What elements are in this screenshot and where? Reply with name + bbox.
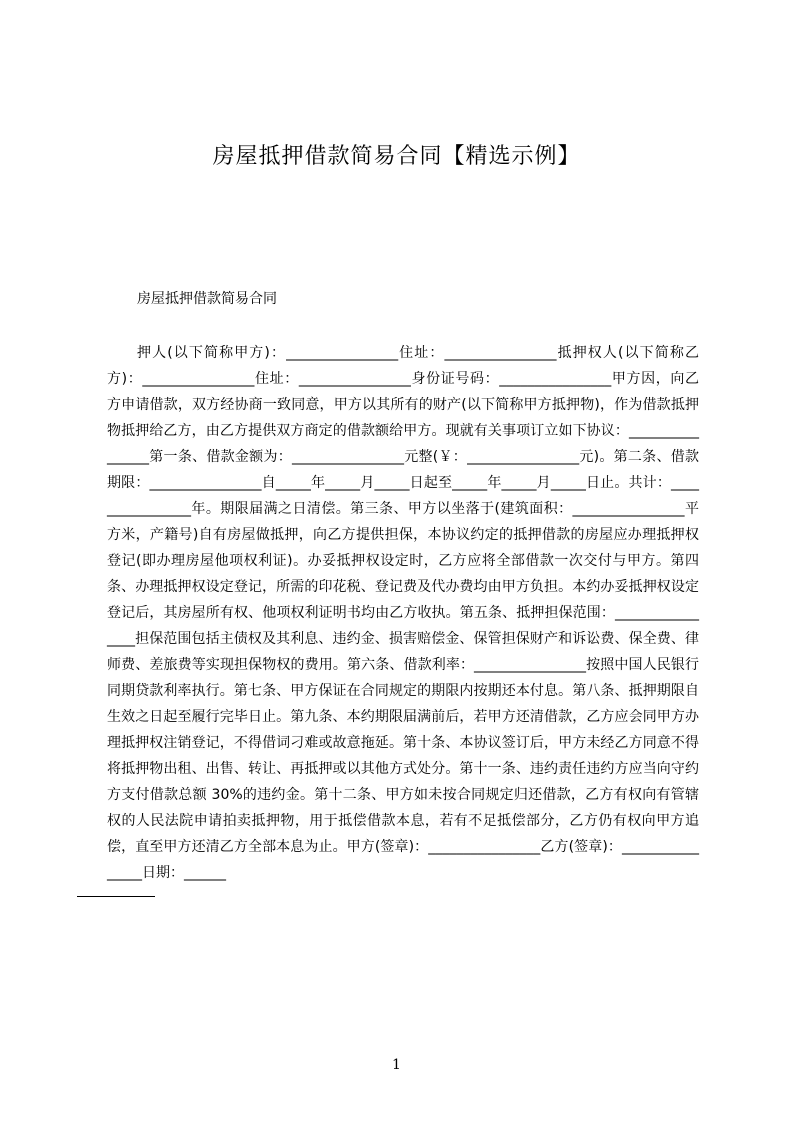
contract-body-text: 押人(以下简称甲方)：________________住址：________________抵押权人(以下简称乙方)：________________住址：________________身份证号码：________________甲方因，向乙方申请借款，双方经协商一致同意，甲方以其所有的财产(以下简称甲方抵押物)，作为借款抵押物抵押给乙方，由乙方提供双方商定的借款额给甲方。现就有关事项订立如下协议：________________第一条、借款金额为：________________元整(￥：________________元)。第二条、借款期限：________________自_____年_____月_____日起至_____年_____月_____日止。共计：________________年。期限届满之日清偿。第三条、甲方以坐落于(建筑面积：________________平方米，产籍号)自有房屋做抵押，向乙方提供担保，本协议约定的抵押借款的房屋应办理抵押权登记(即办理房屋他项权利证)。办妥抵押权设定时，乙方应将全部借款一次交付与甲方。第四条、办理抵押权设定登记，所需的印花税、登记费及代办费均由甲方负担。本约办妥抵押权设定登记后，其房屋所有权、他项权利证明书均由乙方收执。第五条、抵押担保范围：________________担保范围包括主债权及其利息、违约金、损害赔偿金、保管担保财产和诉讼费、保全费、律师费、差旅费等实现担保物权的费用。第六条、借款利率：________________按照中国人民银行同期贷款利率执行。第七条、甲方保证在合同规定的期限内按期还本付息。第八条、抵押期限自生效之日起至履行完毕日止。第九条、本约期限届满前后，若甲方还清借款，乙方应会同甲方办理抵押权注销登记，不得借词刁难或故意拖延。第十条、本协议签订后，甲方未经乙方同意不得将抵押物出租、出售、转让、再抵押或以其他方式处分。第十一条、违约责任违约方应当向守约方支付借款总额 30%的违约金。第十二条、甲方如未按合同规定归还借款，乙方有权向有管辖权的人民法院申请拍卖抵押物，用于抵偿借款本息，若有不足抵偿部分，乙方仍有权向甲方追偿，直至甲方还清乙方全部本息为止。甲方(签章)：________________乙方(签章)：________________日期：______: [107, 345, 699, 881]
document-title: 房屋抵押借款简易合同【精选示例】: [212, 144, 581, 169]
page-number: 1: [392, 1057, 401, 1073]
contract-body: [107, 340, 699, 897]
date-blank-line: [77, 896, 155, 897]
contract-subtitle: 房屋抵押借款简易合同: [137, 291, 277, 307]
